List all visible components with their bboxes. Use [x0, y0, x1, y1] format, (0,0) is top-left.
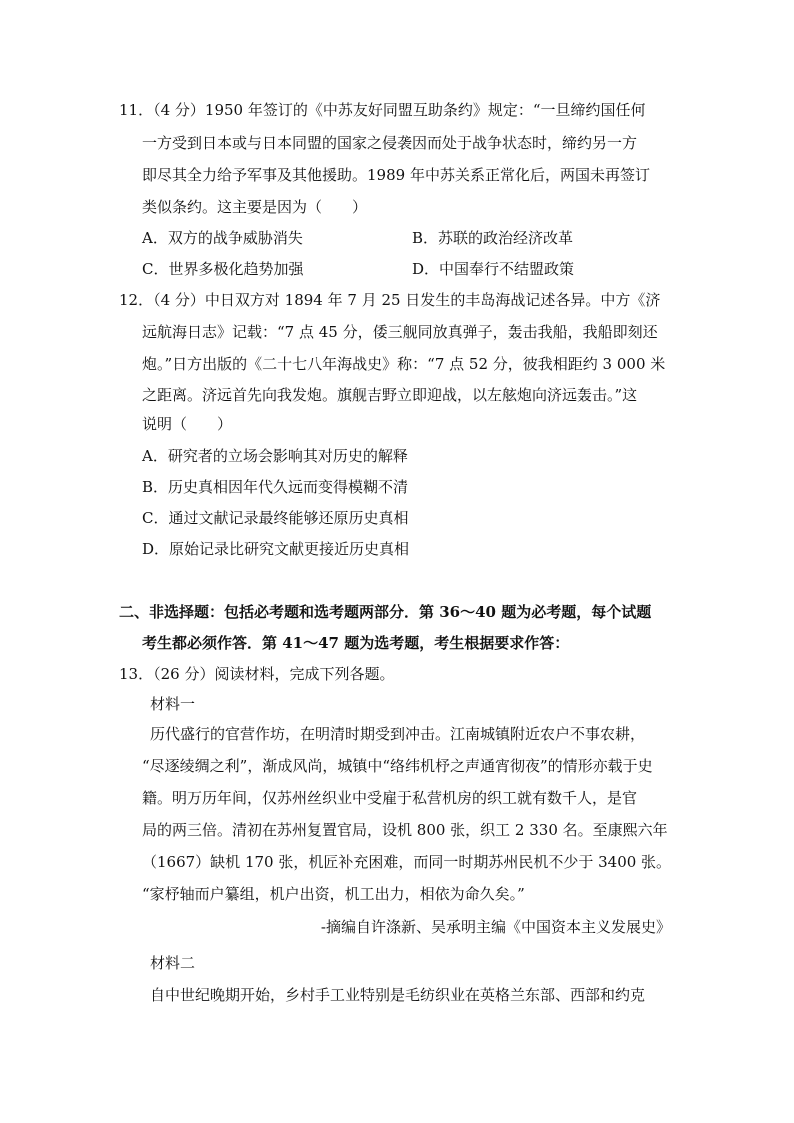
q12-option-a: A．研究者的立场会影响其对历史的解释 — [142, 447, 408, 465]
q12-option-b: B．历史真相因年代久远而变得模糊不清 — [142, 478, 409, 496]
q12-line-1: 12．（4 分）中日双方对 1894 年 7 月 25 日发生的丰岛海战记述各异。中方《济 — [119, 291, 661, 309]
q12-option-d: D．原始记录比研究文献更接近历史真相 — [142, 540, 410, 558]
q13-material1-line-6: “家杼轴而户纂组，机户出资，机工出力，相依为命久矣。” — [142, 885, 525, 903]
q12-line-3: 炮。”日方出版的《二十七八年海战史》称：“7 点 52 分，彼我相距约 3 000 米 — [142, 355, 666, 373]
q11-line-2: 一方受到日本或与日本同盟的国家之侵袭因而处于战争状态时，缔约另一方 — [142, 134, 638, 152]
q13-material2-line-1: 自中世纪晚期开始，乡村手工业特别是毛纺织业在英格兰东部、西部和约克 — [150, 986, 646, 1004]
q12-line-4: 之距离。济远首先向我发炮。旗舰吉野立即迎战，以左舷炮向济远轰击。”这 — [142, 386, 638, 404]
section2-heading-line-2: 考生都必须作答．第 41～47 题为选考题，考生根据要求作答： — [142, 634, 570, 652]
q13-material1-line-5: （1667）缺机 170 张，机匠补充困难，而同一时期苏州民机不少于 3400 张。 — [142, 853, 672, 871]
q13-material1-line-3: 籍。明万历年间，仅苏州丝织业中受雇于私营机房的织工就有数千人，是官 — [142, 789, 638, 807]
q12-line-5: 说明（ ） — [142, 415, 233, 433]
q13-material1-label: 材料一 — [150, 695, 196, 713]
q11-option-b: B．苏联的政治经济改革 — [412, 229, 574, 247]
q13-material1-line-4: 局的两三倍。清初在苏州复置官局，设机 800 张，织工 2 330 名。至康熙六年 — [142, 821, 668, 839]
q11-line-1: 11．（4 分）1950 年签订的《中苏友好同盟互助条约》规定：“一旦缔约国任何 — [119, 101, 646, 119]
q13-material1-line-2: “尽逐绫绸之利”，渐成风尚，城镇中“络纬机杼之声通宵彻夜”的情形亦载于史 — [142, 757, 653, 775]
q13-material1-source: -摘编自许涤新、吴承明主编《中国资本主义发展史》 — [320, 918, 671, 936]
q11-option-c: C．世界多极化趋势加强 — [142, 260, 304, 278]
q13-stem: 13．（26 分）阅读材料，完成下列各题。 — [119, 665, 395, 683]
section2-heading-line-1: 二、非选择题：包括必考题和选考题两部分．第 36～40 题为必考题，每个试题 — [119, 603, 652, 621]
q12-line-2: 远航海日志》记载：“7 点 45 分，倭三舰同放真弹子，轰击我船，我船即刻还 — [142, 323, 658, 341]
q13-material2-label: 材料二 — [150, 954, 196, 972]
q11-option-d: D．中国奉行不结盟政策 — [412, 260, 575, 278]
q12-option-c: C．通过文献记录最终能够还原历史真相 — [142, 509, 409, 527]
q11-option-a: A．双方的战争威胁消失 — [142, 229, 303, 247]
q13-material1-line-1: 历代盛行的官营作坊，在明清时期受到冲击。江南城镇附近农户不事农耕， — [150, 725, 646, 743]
q11-line-4: 类似条约。这主要是因为（ ） — [142, 198, 368, 216]
q11-line-3: 即尽其全力给予军事及其他援助。1989 年中苏关系正常化后，两国未再签订 — [142, 166, 650, 184]
